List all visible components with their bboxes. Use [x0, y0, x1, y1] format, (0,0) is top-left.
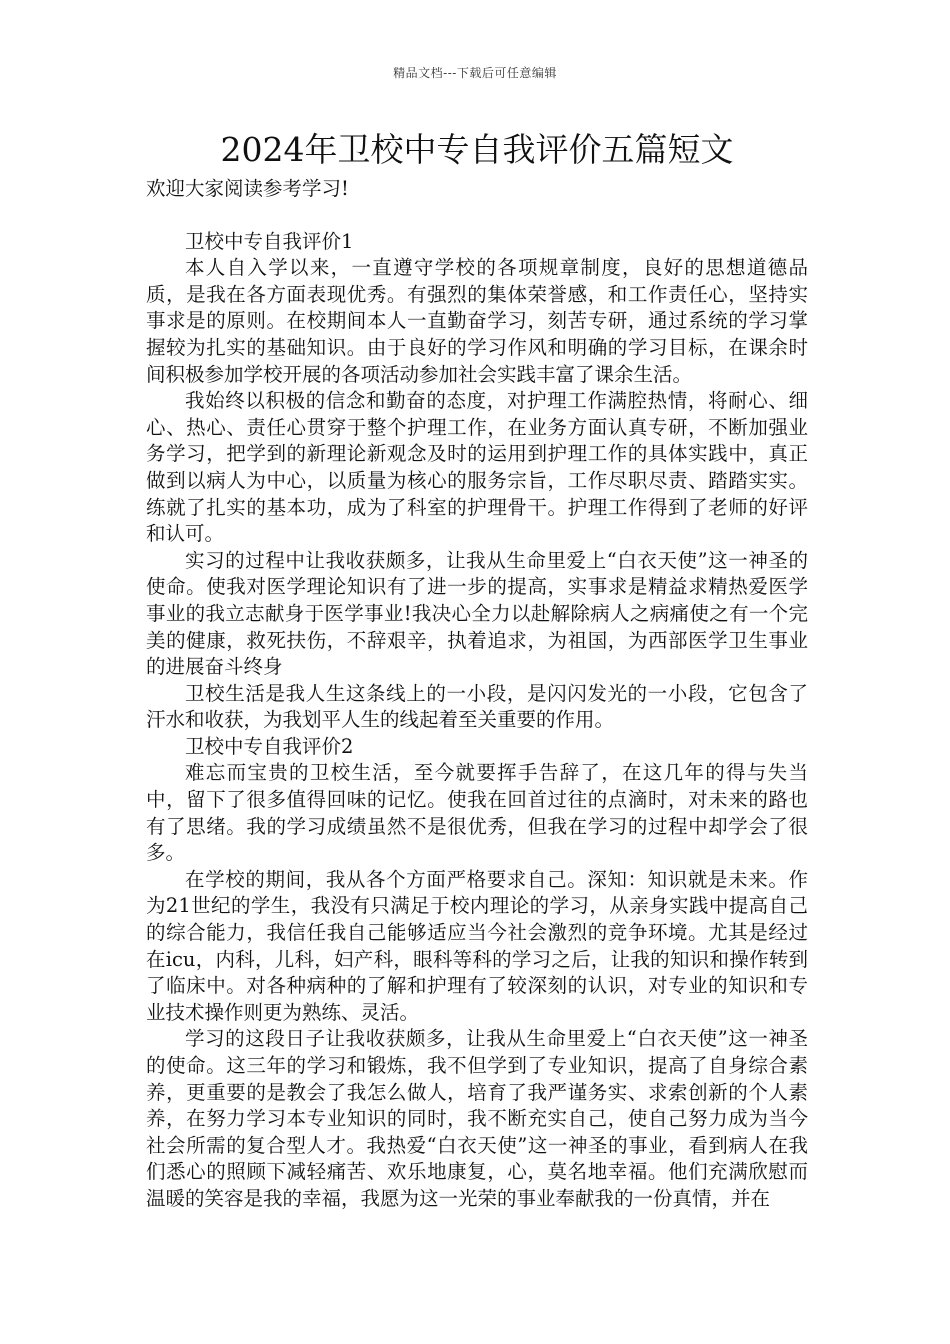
document-title: 2024年卫校中专自我评价五篇短文: [220, 130, 734, 169]
document-body: [146, 128, 808, 1213]
page-header-note: 精品文档---下载后可任意编辑: [393, 66, 557, 80]
paragraph: 卫校生活是我人生这条线上的一小段，是闪闪发光的一小段，它包含了汗水和收获，为我划平人生的线起着至关重要的作用。: [146, 681, 808, 732]
document-content: [146, 229, 808, 1213]
section-heading-2: 卫校中专自我评价2: [185, 734, 354, 758]
intro-line: 欢迎大家阅读参考学习!: [146, 177, 349, 200]
paragraph: 本人自入学以来，一直遵守学校的各项规章制度，良好的思想道德品质，是我在各方面表现优秀。有强烈的集体荣誉感，和工作责任心，坚持实事求是的原则。在校期间本人一直勤奋学习，刻苦专研，通过系统的学习掌握较为扎实的基础知识。由于良好的学习作风和明确的学习目标，在课余时间积极参加学校开展的各项活动参加社会实践丰富了课余生活。: [146, 256, 808, 386]
paragraph: 学习的这段日子让我收获颇多，让我从生命里爱上“白衣天使”这一神圣的使命。这三年的学习和锻炼，我不但学到了专业知识，提高了自身综合素养，更重要的是教会了我怎么做人，培育了我严谨务实、求索创新的个人素养，在努力学习本专业知识的同时，我不断充实自己，使自己努力成为当今社会所需的复合型人才。我热爱“白衣天使”这一神圣的事业，看到病人在我们悉心的照顾下减轻痛苦、欢乐地康复，心，莫名地幸福。他们充满欣慰而温暖的笑容是我的幸福，我愿为这一光荣的事业奉献我的一份真情，并在: [146, 1027, 808, 1210]
section-heading-1: 卫校中专自我评价1: [185, 229, 354, 253]
paragraph: 实习的过程中让我收获颇多，让我从生命里爱上“白衣天使”这一神圣的使命。使我对医学理论知识有了进一步的提高，实事求是精益求精热爱医学事业的我立志献身于医学事业!我决心全力以赴解除病人之病痛使之有一个完美的健康，救死扶伤，不辞艰辛，执着追求，为祖国，为西部医学卫生事业的进展奋斗终身: [146, 548, 808, 679]
paragraph: 在学校的期间，我从各个方面严格要求自己。深知：知识就是未来。作为21世纪的学生，我没有只满足于校内理论的学习，从亲身实践中提高自己的综合能力，我信任我自己能够适应当今社会激烈的竞争环境。尤其是经过在icu，内科，儿科，妇产科，眼科等科的学习之后，让我的知识和操作转到了临床中。对各种病种的了解和护理有了较深刻的认识，对专业的知识和专业技术操作则更为熟练、灵活。: [146, 867, 808, 1024]
paragraph: 难忘而宝贵的卫校生活，至今就要挥手告辞了，在这几年的得与失当中，留下了很多值得回味的记忆。使我在回首过往的点滴时，对未来的路也有了思绪。我的学习成绩虽然不是很优秀，但我在学习的过程中却学会了很多。: [146, 761, 808, 865]
paragraph: 我始终以积极的信念和勤奋的态度，对护理工作满腔热情，将耐心、细心、热心、责任心贯穿于整个护理工作，在业务方面认真专研，不断加强业务学习，把学到的新理论新观念及时的运用到护理工作的具体实践中，真正做到以病人为中心，以质量为核心的服务宗旨，工作尽职尽责、踏踏实实。练就了扎实的基本功，成为了科室的护理骨干。护理工作得到了老师的好评和认可。: [146, 389, 808, 546]
